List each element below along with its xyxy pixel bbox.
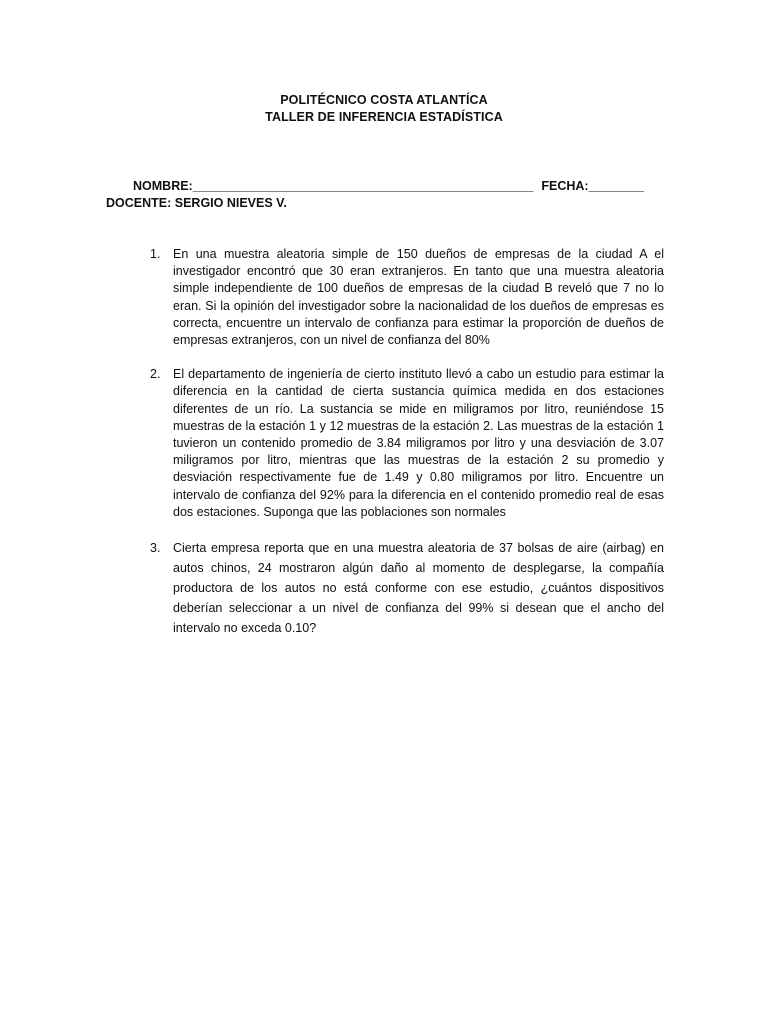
question-text: El departamento de ingeniería de cierto instituto llevó a cabo un estudio para estimar la diferencia en la cantidad de cierta sustancia química medida en dos estaciones diferentes de un río. La sustancia se mide en miligramos por litro, reuniéndose 15 muestras de la estación 1 y 12 muestras de la estación 2. Las muestras de la estación 1 tuvieron un contenido promedio de 3.84 miligramos por litro y una desviación de 3.07 miligramos por litro, mientras que las muestras de la estación 2 su promedio y desviación respectivamente fue de 1.49 y 0.80 miligramos por litro. Encuentre un intervalo de confianza del 92% para la diferencia en el contenido promedio real de esas dos estaciones. Suponga que las poblaciones son normales	[173, 367, 664, 519]
document-header	[0, 92, 768, 126]
question-list	[150, 246, 664, 655]
question-number: 1.	[150, 247, 161, 261]
question-text: En una muestra aleatoria simple de 150 dueños de empresas de la ciudad A el investigador encontró que 30 eran extranjeros. En tanto que una muestra aleatoria simple independiente de 100 dueños de empresas de la ciudad B reveló que 7 no lo eran. Si la opinión del investigador sobre la nacionalidad de los dueños de empresas es correcta, encuentre un intervalo de confianza para estimar la proporción de dueños de empresas extranjeros, con un nivel de confianza del 80%	[173, 247, 664, 348]
question-item	[150, 246, 664, 349]
question-item	[150, 366, 664, 521]
student-info	[106, 178, 666, 212]
question-number: 3.	[150, 541, 161, 556]
question-number: 2.	[150, 367, 161, 382]
name-field: NOMBRE:_________________________________________________	[133, 179, 534, 193]
question-item	[150, 538, 664, 638]
date-field: FECHA:________	[541, 179, 645, 193]
institution-name: POLITÉCNICO COSTA ATLANTÍCA	[280, 93, 488, 107]
document-title: TALLER DE INFERENCIA ESTADÍSTICA	[265, 110, 503, 124]
name-date-row	[106, 178, 666, 195]
teacher-row	[106, 195, 666, 212]
question-text: Cierta empresa reporta que en una muestra aleatoria de 37 bolsas de aire (airbag) en autos chinos, 24 mostraron algún daño al momento de desplegarse, la compañía productora de los autos no está conforme con ese estudio, ¿cuántos dispositivos deberían seleccionar a un nivel de confianza del 99% si desean que el ancho del intervalo no exceda 0.10?	[173, 541, 664, 636]
teacher-name: DOCENTE: SERGIO NIEVES V.	[106, 196, 287, 210]
